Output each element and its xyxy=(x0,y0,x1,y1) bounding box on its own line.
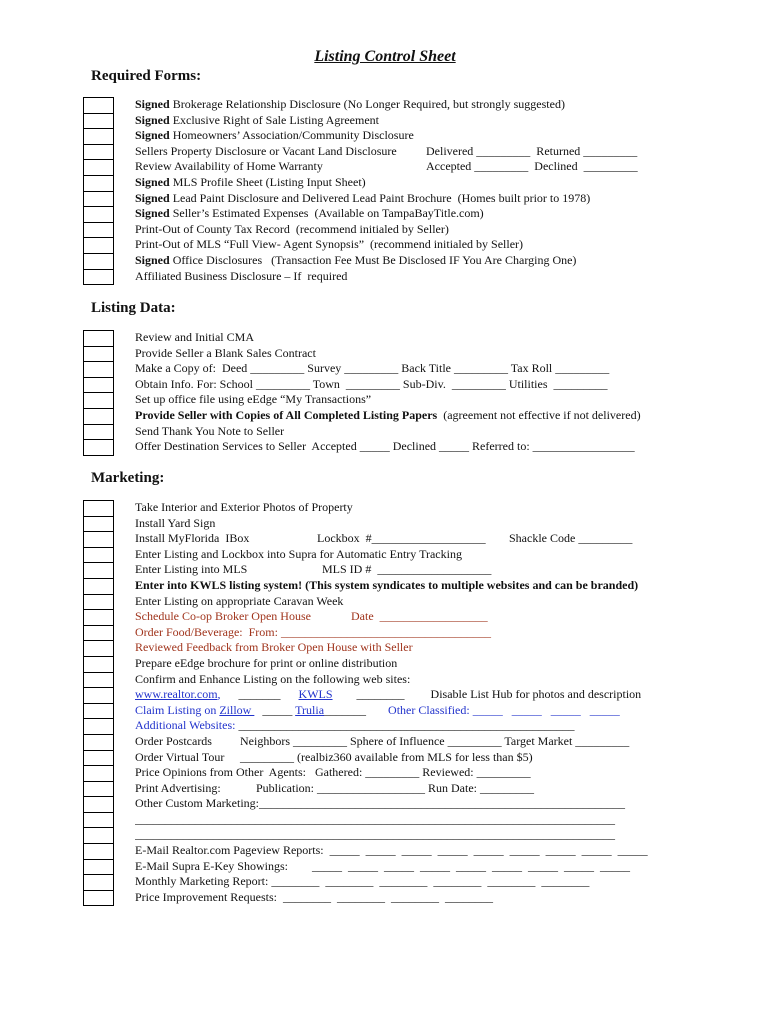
list-item: Sellers Property Disclosure or Vacant Land Disclosure Delivered _________ Returned _________ xyxy=(135,143,638,158)
required-forms-checkboxes xyxy=(83,97,114,285)
list-item: E-Mail Supra E-Key Showings: _____ _____ _____ _____ _____ _____ _____ _____ _____ xyxy=(135,858,630,873)
checkbox[interactable] xyxy=(83,191,114,207)
list-item: Schedule Co-op Broker Open House Date __________________ xyxy=(135,609,488,624)
list-item: Send Thank You Note to Seller xyxy=(135,423,285,438)
list-item: Price Improvement Requests: ________ ________ ________ ________ xyxy=(135,889,493,904)
list-item: E-Mail Realtor.com Pageview Reports: _____ _____ _____ _____ _____ _____ _____ _____ _____ xyxy=(135,843,648,858)
checkbox[interactable] xyxy=(83,812,114,828)
checkbox[interactable] xyxy=(83,625,114,641)
checkbox[interactable] xyxy=(83,796,114,812)
list-item: Review and Initial CMA xyxy=(135,330,254,344)
list-item: Signed MLS Profile Sheet (Listing Input Sheet) xyxy=(135,174,366,189)
zillow-link[interactable]: Zillow xyxy=(219,702,255,717)
checkbox[interactable] xyxy=(83,159,114,175)
list-item: Make a Copy of: Deed _________ Survey _________ Back Title _________ Tax Roll _________ xyxy=(135,361,610,376)
checkbox[interactable] xyxy=(83,222,114,238)
checkbox[interactable] xyxy=(83,578,114,594)
checkbox[interactable] xyxy=(83,128,114,144)
list-item: Review Availability of Home Warranty Accepted _________ Declined _________ xyxy=(135,159,638,174)
list-item: Install MyFlorida IBox Lockbox #___________________ Shackle Code _________ xyxy=(135,531,633,546)
list-item: Provide Seller a Blank Sales Contract xyxy=(135,345,316,360)
checkbox[interactable] xyxy=(83,765,114,781)
list-item: Order Food/Beverage: From: ___________________________________ xyxy=(135,624,491,639)
list-item: Enter Listing and Lockbox into Supra for Automatic Entry Tracking xyxy=(135,546,462,561)
checkbox[interactable] xyxy=(83,346,114,362)
marketing-list xyxy=(135,500,755,905)
checkbox[interactable] xyxy=(83,237,114,253)
kwls-link[interactable]: KWLS xyxy=(298,687,333,702)
list-item: Signed Lead Paint Disclosure and Delivered Lead Paint Brochure (Homes built prior to 1978) xyxy=(135,190,591,205)
checkbox[interactable] xyxy=(83,392,114,408)
marketing-checkboxes xyxy=(83,500,114,906)
checkbox[interactable] xyxy=(83,890,114,907)
page-title: Listing Control Sheet xyxy=(314,48,456,65)
listing-data-list xyxy=(135,330,755,455)
list-item: Monthly Marketing Report: ________ ________ ________ ________ ________ ________ xyxy=(135,874,590,889)
checkbox[interactable] xyxy=(83,500,114,516)
required-forms-heading: Required Forms: xyxy=(91,68,202,84)
list-item: Reviewed Feedback from Broker Open House with Seller xyxy=(135,640,413,655)
realtor-link[interactable]: www.realtor.com xyxy=(135,687,218,702)
list-item: Additional Websites: ________________________________________________________ xyxy=(135,718,575,733)
list-item: Provide Seller with Copies of All Completed Listing Papers (agreement not effective if not delivered) xyxy=(135,407,641,422)
checkbox[interactable] xyxy=(83,377,114,393)
checkbox[interactable] xyxy=(83,594,114,610)
list-item: Print-Out of MLS “Full View- Agent Synopsis” (recommend initialed by Seller) xyxy=(135,237,524,252)
list-item: Enter Listing into MLS MLS ID # ___________________ xyxy=(135,562,492,577)
checkbox[interactable] xyxy=(83,562,114,578)
checkbox[interactable] xyxy=(83,206,114,222)
list-item: Print-Out of County Tax Record (recommend initialed by Seller) xyxy=(135,221,449,236)
checkbox[interactable] xyxy=(83,827,114,843)
checkbox[interactable] xyxy=(83,531,114,547)
listing-data-heading: Listing Data: xyxy=(91,300,176,316)
checkbox[interactable] xyxy=(83,750,114,766)
checkbox[interactable] xyxy=(83,781,114,797)
list-item: Enter into KWLS listing system! (This system syndicates to multiple websites and can be branded) xyxy=(135,577,639,592)
checkbox[interactable] xyxy=(83,361,114,377)
checkbox[interactable] xyxy=(83,97,114,113)
list-item: Obtain Info. For: School _________ Town _________ Sub-Div. _________ Utilities _________ xyxy=(135,376,608,391)
checkbox[interactable] xyxy=(83,672,114,688)
list-item: Take Interior and Exterior Photos of Property xyxy=(135,500,353,514)
list-item: Claim Listing on Zillow _____ Trulia_______ Other Classified: _____ _____ _____ _____ xyxy=(135,702,620,717)
checkbox[interactable] xyxy=(83,609,114,625)
checkbox[interactable] xyxy=(83,656,114,672)
list-item: Prepare eEdge brochure for print or online distribution xyxy=(135,655,398,670)
trulia-link[interactable]: Trulia xyxy=(295,702,325,717)
marketing-heading: Marketing: xyxy=(91,470,165,486)
checkbox[interactable] xyxy=(83,144,114,160)
checkbox[interactable] xyxy=(83,859,114,875)
list-item: Other Custom Marketing:_____________________________________________________________ xyxy=(135,796,625,811)
checkbox[interactable] xyxy=(83,687,114,703)
list-item: Signed Homeowners’ Association/Community Disclosure xyxy=(135,128,414,143)
list-item: Signed Exclusive Right of Sale Listing Agreement xyxy=(135,112,379,127)
list-item: Set up office file using eEdge “My Transactions” xyxy=(135,392,372,407)
list-item: ________________________________________________________________________________ xyxy=(135,827,615,842)
checkbox[interactable] xyxy=(83,330,114,346)
list-item: Order Postcards Neighbors _________ Sphere of Influence _________ Target Market _________ xyxy=(135,733,630,748)
checkbox[interactable] xyxy=(83,253,114,269)
checkbox[interactable] xyxy=(83,113,114,129)
required-forms-list xyxy=(135,97,755,284)
list-item: Price Opinions from Other Agents: Gathered: _________ Reviewed: _________ xyxy=(135,765,531,780)
listing-data-checkboxes xyxy=(83,330,114,456)
list-item: Confirm and Enhance Listing on the following web sites: xyxy=(135,671,411,686)
checkbox[interactable] xyxy=(83,734,114,750)
list-item: Enter Listing on appropriate Caravan Week xyxy=(135,593,344,608)
list-item: Offer Destination Services to Seller Accepted _____ Declined _____ Referred to: _________________ xyxy=(135,439,635,454)
checkbox[interactable] xyxy=(83,408,114,424)
list-item: Affiliated Business Disclosure – If required xyxy=(135,268,348,283)
checkbox[interactable] xyxy=(83,874,114,890)
list-item: Signed Seller’s Estimated Expenses (Available on TampaBayTitle.com) xyxy=(135,206,484,221)
checkbox[interactable] xyxy=(83,175,114,191)
checkbox[interactable] xyxy=(83,516,114,532)
list-item: Install Yard Sign xyxy=(135,515,216,530)
checkbox[interactable] xyxy=(83,718,114,734)
checkbox[interactable] xyxy=(83,269,114,286)
list-item: Order Virtual Tour _________ (realbiz360 available from MLS for less than $5) xyxy=(135,749,533,764)
list-item: www.realtor.com, _______ KWLS ________ Disable List Hub for photos and description xyxy=(135,687,642,702)
checkbox[interactable] xyxy=(83,640,114,656)
checkbox[interactable] xyxy=(83,424,114,440)
list-item: Signed Office Disclosures (Transaction Fee Must Be Disclosed IF You Are Charging One) xyxy=(135,252,577,267)
list-item: Print Advertising: Publication: __________________ Run Date: _________ xyxy=(135,780,534,795)
list-item: ________________________________________________________________________________ xyxy=(135,811,615,826)
list-item: Signed Brokerage Relationship Disclosure (No Longer Required, but strongly suggested) xyxy=(135,97,565,111)
checkbox[interactable] xyxy=(83,547,114,563)
checkbox[interactable] xyxy=(83,439,114,456)
checkbox[interactable] xyxy=(83,703,114,719)
checkbox[interactable] xyxy=(83,843,114,859)
